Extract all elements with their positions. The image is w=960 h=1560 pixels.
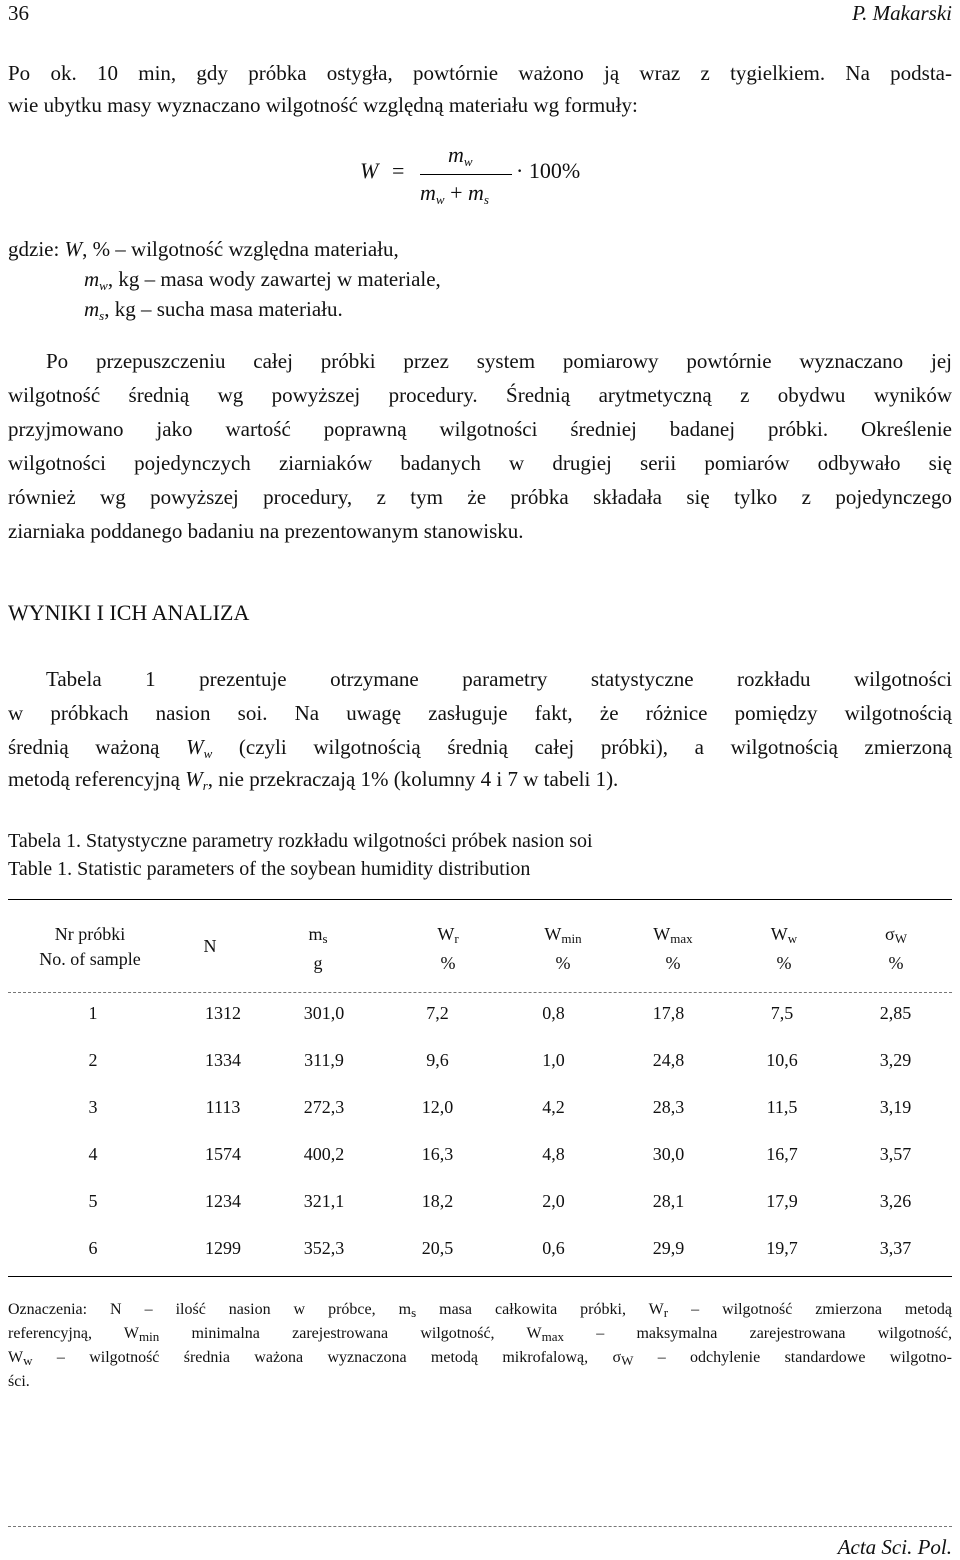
cell-n: 1574 [205, 1144, 241, 1164]
cell-ms: 311,9 [304, 1050, 344, 1070]
cell-ww: 16,7 [766, 1144, 798, 1164]
cell-wr: 7,2 [426, 1003, 449, 1023]
cell-sample-no: 1 [88, 1003, 98, 1023]
table-caption-pl: Tabela 1. Statystyczne parametry rozkładu wilgotności próbek nasion soi [8, 830, 593, 852]
cell-wmin: 0,8 [542, 1003, 565, 1023]
cell-wmax: 24,8 [652, 1050, 685, 1070]
formula-eq: = [392, 158, 405, 183]
table-row [8, 1225, 952, 1272]
table-bottom-rule [8, 1276, 952, 1277]
cell-n: 1334 [205, 1050, 241, 1070]
cell-ww: 19,7 [766, 1238, 798, 1258]
cell-ms: 321,1 [303, 1191, 345, 1211]
cell-n: 1312 [205, 1003, 241, 1023]
para1-line-6: ziarniaka poddanego badaniu na prezentowanym stanowisku. [8, 519, 524, 543]
cell-wmin: 1,0 [542, 1050, 565, 1070]
cell-sample-no: 3 [88, 1097, 98, 1117]
footnote-line-3: Ww – wilgotność średnia ważona wyznaczona metodą mikrofalową, σW – odchylenie standardowe wilgotno- [8, 1349, 952, 1368]
cell-wr: 18,2 [421, 1191, 454, 1211]
para1-line-4: wilgotności pojedynczych ziarniaków badanych w drugiej serii pomiarów odbywało się [8, 451, 952, 475]
cell-wmin: 0,6 [542, 1238, 565, 1258]
cell-sigma: 3,57 [879, 1144, 912, 1164]
table-caption-en: Table 1. Statistic parameters of the soybean humidity distribution [8, 858, 531, 880]
page-number: 36 [8, 1, 29, 25]
table-row [8, 990, 952, 1037]
cell-n: 1299 [205, 1238, 241, 1258]
table-row [8, 1037, 952, 1084]
table-row [8, 1084, 952, 1131]
cell-wmax: 30,0 [652, 1144, 685, 1164]
table-row [8, 1178, 952, 1225]
cell-ms: 272,3 [303, 1097, 345, 1117]
cell-wr: 20,5 [421, 1238, 454, 1258]
para2-line-4: metodą referencyjną $W_r$, nie przekraczają 1% (kolumny 4 i 7 w tabeli 1). [8, 767, 619, 793]
journal-name: Acta Sci. Pol. [837, 1535, 952, 1559]
cell-wr: 12,0 [421, 1097, 454, 1117]
cell-sigma: 3,19 [879, 1097, 912, 1117]
intro-line-1: Po ok. 10 min, gdy próbka ostygła, powtórnie ważono ją wraz z tygielkiem. Na podsta- [8, 61, 952, 85]
cell-ms: 301,0 [303, 1003, 345, 1023]
cell-ww: 10,6 [766, 1050, 798, 1070]
header-sigma: σW % [885, 924, 907, 973]
cell-n: 1113 [205, 1097, 241, 1117]
formula-lhs: W [360, 158, 379, 183]
cell-ww: 17,9 [766, 1191, 798, 1211]
footer-rule [8, 1526, 952, 1527]
cell-sigma: 3,29 [879, 1050, 912, 1070]
cell-sample-no: 4 [88, 1144, 98, 1164]
cell-wr: 9,6 [426, 1050, 449, 1070]
data-table [8, 990, 952, 1272]
footnote-line-4: ści. [8, 1373, 30, 1390]
footnote-line-2: referencyjną, Wmin minimalna zarejestrowana wilgotność, Wmax – maksymalna zarejestrowana wilgotność, [8, 1325, 952, 1344]
cell-wmax: 29,9 [652, 1238, 685, 1258]
cell-wmax: 28,3 [652, 1097, 685, 1117]
para1-line-5: również wg powyższej procedury, z tym że próbka składała się tylko z pojedynczego [8, 485, 952, 509]
footnote-line-1: Oznaczenia: N – ilość nasion w próbce, ms masa całkowita próbki, Wr – wilgotność zmierzona metodą [8, 1301, 953, 1320]
legend-line-3: $m_s$, kg – sucha masa materiału. [84, 297, 343, 323]
para1-line-3: przyjmowano jako wartość poprawną wilgotności średniej badanej próbki. Określenie [8, 417, 952, 441]
header-n: N [203, 936, 217, 956]
header-ww: Ww % [770, 924, 798, 973]
cell-wmax: 28,1 [652, 1191, 685, 1211]
cell-ms: 352,3 [303, 1238, 345, 1258]
cell-n: 1234 [205, 1191, 241, 1211]
legend-line-1: gdzie: W, % – wilgotność względna materiału, [8, 237, 399, 261]
header-wmax: Wmax % [653, 924, 693, 973]
header-wmin: Wmin % [544, 924, 582, 973]
cell-wmin: 4,8 [542, 1144, 565, 1164]
para2-line-1: Tabela 1 prezentuje otrzymane parametry statystyczne rozkładu wilgotności [46, 667, 952, 691]
para1-line-1: Po przepuszczeniu całej próbki przez system pomiarowy powtórnie wyznaczano jej [46, 349, 952, 373]
fraction-bar [420, 174, 512, 175]
para1-line-2: wilgotność średnią wg powyższej procedury. Średnią arytmetyczną z obydwu wyników [8, 383, 952, 407]
cell-sample-no: 5 [88, 1191, 98, 1211]
table-row [8, 1131, 952, 1178]
intro-line-2: wie ubytku masy wyznaczano wilgotność względną materiału wg formuły: [8, 93, 638, 117]
formula-denominator: $m_w + m_s$ [420, 180, 489, 207]
cell-ms: 400,2 [303, 1144, 345, 1164]
formula-numerator: $m_w$ [448, 142, 473, 169]
header-ms: ms g [308, 924, 328, 973]
cell-wmin: 4,2 [542, 1097, 565, 1117]
legend-line-2: $m_w$, kg – masa wody zawartej w materiale, [84, 267, 441, 293]
running-author: P. Makarski [852, 1, 952, 25]
cell-sample-no: 6 [88, 1238, 98, 1258]
para2-line-2: w próbkach nasion soi. Na uwagę zasługuje fakt, że różnice pomiędzy wilgotnością [8, 701, 952, 725]
table-top-rule [8, 899, 952, 900]
cell-wmax: 17,8 [652, 1003, 685, 1023]
cell-ww: 7,5 [770, 1003, 794, 1023]
cell-sample-no: 2 [88, 1050, 98, 1070]
header-wr: Wr % [437, 924, 459, 973]
cell-sigma: 2,85 [879, 1003, 912, 1023]
cell-wmin: 2,0 [542, 1191, 565, 1211]
formula-factor: · 100% [516, 158, 581, 183]
cell-ww: 11,5 [766, 1097, 798, 1117]
section-title: WYNIKI I ICH ANALIZA [8, 600, 250, 625]
cell-sigma: 3,37 [879, 1238, 912, 1258]
para2-line-3: średnią ważoną $W_w$ (czyli wilgotnością średnią całej próbki), a wilgotnością zmierzoną [8, 735, 952, 761]
cell-wr: 16,3 [421, 1144, 454, 1164]
header-sample-no: Nr próbki No. of sample [39, 924, 141, 969]
cell-sigma: 3,26 [879, 1191, 912, 1211]
